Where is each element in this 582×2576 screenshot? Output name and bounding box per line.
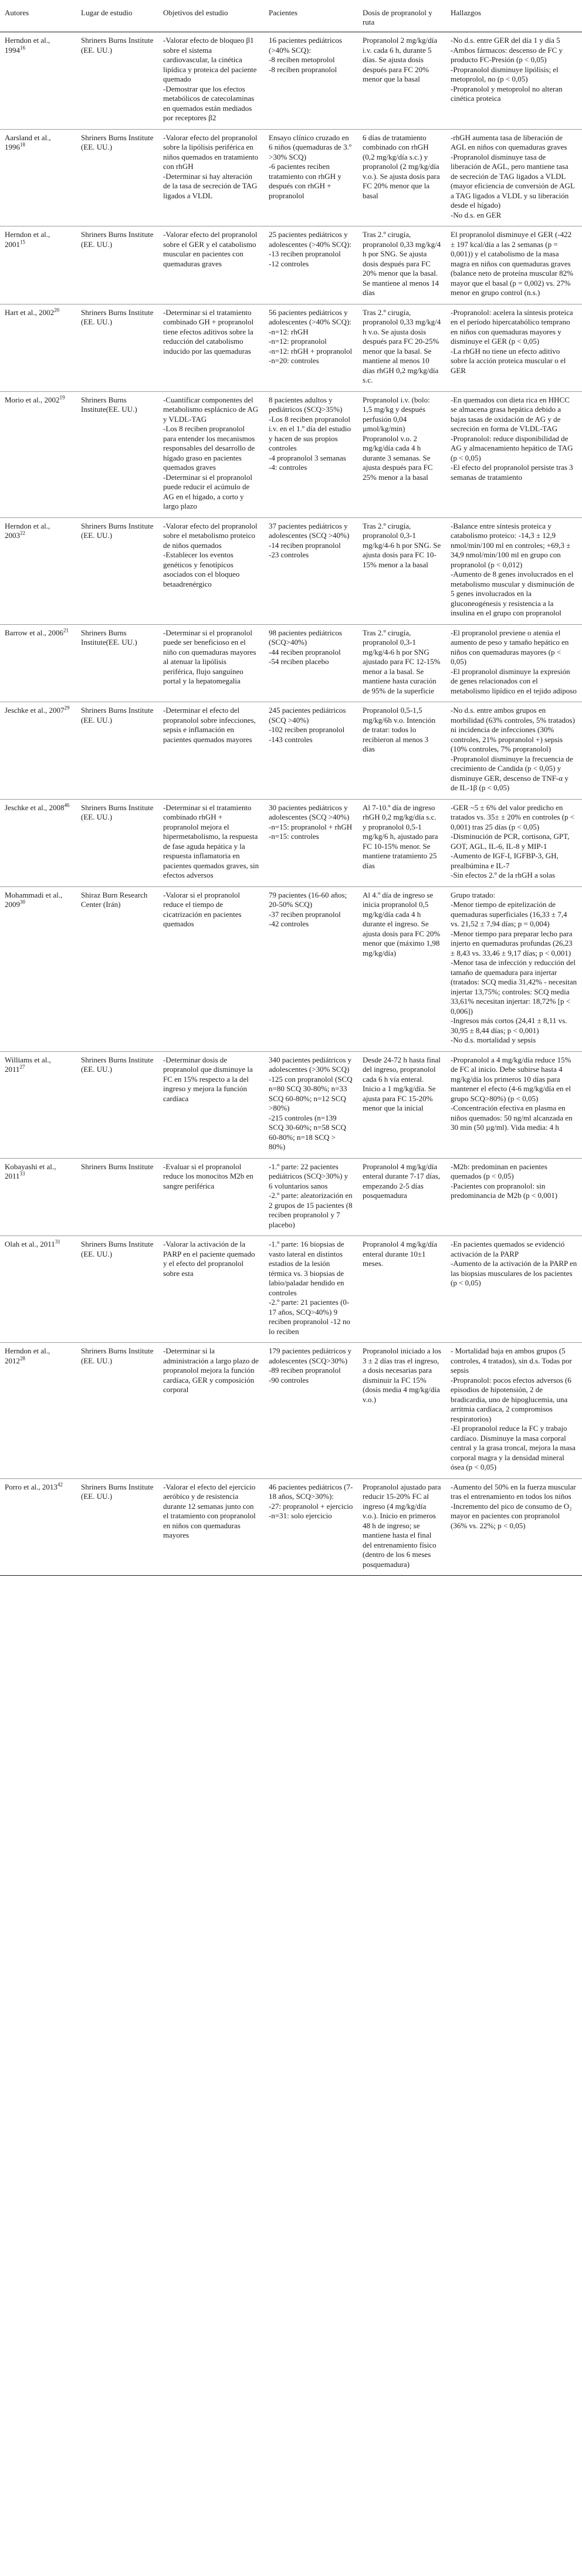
author-text: Williams et al., 2011 — [5, 1055, 51, 1074]
finding-line: - Mortalidad baja en ambos grupos (5 controles, 4 tratados), sin d.s. Todas por sepsis — [451, 1346, 572, 1375]
cell-objectives — [158, 391, 264, 517]
cell-dose-route — [358, 391, 446, 517]
header-patients: Pacientes — [264, 6, 358, 32]
finding-line: Grupo tratado: — [451, 890, 496, 899]
author-ref: 46 — [64, 802, 70, 808]
cell-objectives — [158, 129, 264, 226]
cell-findings — [446, 1158, 582, 1236]
cell-findings — [446, 799, 582, 886]
author-text: Aarsland et al., 1996 — [5, 133, 51, 151]
patients-line: -2.º parte: 21 pacientes (0-17 años, SCQ>40%) 9 reciben propranolol -12 no lo reciben — [269, 1298, 350, 1336]
cell-patients — [264, 1158, 358, 1236]
finding-line: -El propranolol disminuye la expresión de genes relacionados con el metabolismo lipídico en el tejido adiposo — [451, 666, 577, 695]
dose-line: Tras 2.º cirugía, propranolol 0,3-1 mg/kg/4-6 h por SNG ajustado para FC 12-15% menor a la basal. Se mantiene hasta curación de 95% de la superficie — [363, 628, 441, 695]
cell-patients — [264, 799, 358, 886]
finding-line: -Propranolol disminuye lipólisis; el metoprolol, no (p < 0,05) — [451, 65, 559, 83]
finding-line: -Propranolol: pocos efectos adversos (6 episodios de hipotensión, 2 de bradicardia, uno de hipoglucemia, una arritmia cardíaca, 2 compromisos respiratorios) — [451, 1375, 571, 1423]
author-text: Herndon et al., 2003 — [5, 521, 50, 540]
patients-line: -4: controles — [269, 463, 307, 472]
finding-line: -No d.s. mortalidad y sepsis — [451, 1035, 536, 1044]
cell-author — [0, 129, 76, 226]
patients-line: -1.º parte: 16 biopsias de vasto lateral en distintos estadios de la lesión térmica vs. 3 biopsias de labio/paladar hendido en controles — [269, 1240, 344, 1297]
cell-study-place: Shriners Burns Institute (EE. UU.) — [81, 706, 154, 725]
cell-findings — [446, 517, 582, 624]
cell-dose-route — [358, 1343, 446, 1479]
author-text: Jeschke et al., 2007 — [5, 706, 65, 715]
cell-objectives — [158, 799, 264, 886]
dose-line: Al 4.º día de ingreso se inicia propranolol 0,5 mg/kg/día cada 4 h durante el ingreso. Se ajusta dosis para FC 20% menor que (máximo 1,98 mg/kg/día) — [363, 890, 441, 957]
table-header-row — [0, 6, 582, 32]
objective-line: -Evaluar si el propranolol reduce los monocitos M2b en sangre periférica — [163, 1162, 253, 1190]
cell-study-place: Shriners Burns Institute(EE. UU.) — [81, 628, 137, 646]
header-dose-route: Dosis de propranolol y ruta — [358, 6, 446, 32]
finding-line: -El propranolol previene o atenúa el aumento de peso y tamaño hepático en niños con quemaduras mayores (p < 0,05) — [451, 628, 569, 666]
cell-findings — [446, 226, 582, 304]
cell-dose-route — [358, 1478, 446, 1576]
patients-line: -13 reciben propranolol — [269, 249, 341, 258]
cell-patients — [264, 1478, 358, 1576]
finding-line: -GER ~5 ± 6% del valor predicho en tratados vs. 35± ± 20% en controles (p < 0,001) tras 25 días (p < 0,05) — [451, 803, 575, 831]
cell-objectives — [158, 226, 264, 304]
finding-line: -Aumento de IGF-I, IGFBP-3, GH, prealbúmina e IL-7 — [451, 851, 559, 870]
patients-line: -8 reciben metoprolol — [269, 55, 335, 64]
author-ref: 19 — [59, 394, 65, 401]
header-findings: Hallazgos — [446, 6, 582, 32]
cell-study-place: Shriners Burns Institute (EE. UU.) — [81, 803, 154, 821]
cell-findings — [446, 886, 582, 1051]
cell-objectives — [158, 1236, 264, 1343]
patients-line: -54 reciben placebo — [269, 657, 329, 666]
finding-line: -Propranolol disminuye la frecuencia de crecimiento de Candida (p < 0,05) y disminuye GER, descenso de TNF-α y de IL-1β (p < 0,05) — [451, 754, 573, 792]
finding-line: -rhGH aumenta tasa de liberación de AGL en niños con quemaduras graves — [451, 133, 567, 151]
dose-line: Tras 2.º cirugía, propranolol 0,3-1 mg/kg/4-6 h por SNG. Se ajusta dosis para FC 10-15% menor a la basal — [363, 521, 441, 569]
cell-patients — [264, 304, 358, 391]
author-ref: 21 — [63, 627, 69, 634]
cell-dose-route — [358, 226, 446, 304]
patients-line: 56 pacientes pediátricos y adolescentes (>40% SCQ): — [269, 307, 351, 326]
patients-line: -n=12: rhGH — [269, 327, 309, 336]
patients-line: -12 controles — [269, 259, 309, 268]
table-row — [0, 304, 582, 391]
table-row — [0, 391, 582, 517]
patients-line: -n=31: solo ejercicio — [269, 1511, 332, 1520]
finding-line: -Propranolol: reduce disponibilidad de AG y almacenamiento hepático de TAG (p < 0,05) — [451, 434, 573, 462]
objective-line: -Valorar efecto de bloqueo β1 sobre el sistema cardiovascular, la cinética lipídica y proteica del paciente quemado — [163, 36, 257, 83]
finding-line: -Pacientes con propranolol: sin predominancia de M2b (p < 0,001) — [451, 1181, 558, 1200]
dose-line: Propranolol iniciado a los 3 ± 2 días tras el ingreso, a dosis necesarias para disminuir la FC 15% (dosis media 4 mg/kg/día v.o.) — [363, 1346, 441, 1404]
patients-line: -102 reciben propranolol — [269, 725, 345, 734]
patients-line: 179 pacientes pediátricos y adolescentes (SCQ>30%) — [269, 1346, 352, 1365]
cell-author — [0, 1051, 76, 1158]
objective-line: -Determinar dosis de propranolol que disminuye la FC en 15% respecto a la del ingreso y mejora la función cardíaca — [163, 1055, 253, 1103]
dose-line: Propranolol 0,5-1,5 mg/kg/6h v.o. Intención de tratar: todos lo recibieron al menos 3 días — [363, 706, 436, 753]
author-text: Kobayashi et al., 2011 — [5, 1162, 56, 1180]
patients-line: 79 pacientes (16-60 años; 20-50% SCQ) — [269, 890, 347, 909]
objective-line: -Valorar efecto del propranolol sobre el metabolismo proteico de niños quemados — [163, 521, 258, 550]
table-row — [0, 702, 582, 800]
finding-line: -En pacientes quemados se evidenció activación de la PARP — [451, 1240, 565, 1258]
cell-patients — [264, 391, 358, 517]
patients-line: -n=15: propranolol + rhGH — [269, 822, 353, 831]
table-row — [0, 1236, 582, 1343]
cell-dose-route — [358, 129, 446, 226]
author-ref: 30 — [20, 899, 25, 905]
table-row — [0, 1158, 582, 1236]
cell-author — [0, 1158, 76, 1236]
dose-line: Propranolol 4 mg/kg/día enteral durante 10±1 meses. — [363, 1240, 438, 1268]
patients-line: -23 controles — [269, 550, 309, 559]
patients-line: -143 controles — [269, 734, 313, 744]
cell-patients — [264, 1236, 358, 1343]
objective-line: -Determinar el efecto del propranolol sobre infecciones, sepsis e inflamación en pacientes quemados mayores — [163, 706, 256, 744]
cell-author — [0, 1343, 76, 1479]
author-ref: 33 — [19, 1170, 25, 1177]
cell-author — [0, 886, 76, 1051]
finding-line: -M2b: predominan en pacientes quemados (p < 0,05) — [451, 1162, 547, 1180]
cell-patients — [264, 1051, 358, 1158]
finding-line: -La rhGH no tiene un efecto aditivo sobre la acción proteica muscular o el GER — [451, 346, 566, 375]
cell-author — [0, 1236, 76, 1343]
objective-line: -Establecer los eventos genéticos y fenotípicos asociados con el bloqueo betaadrenérgico — [163, 550, 240, 588]
cell-study-place: Shriners Burns Institute (EE. UU.) — [81, 1240, 154, 1258]
author-text: Morio et al., 2002 — [5, 395, 60, 404]
finding-line: -Ingresos más cortos (24,41 ± 8,11 vs. 30,95 ± 8,44 días; p < 0,001) — [451, 1016, 567, 1035]
cell-patients — [264, 517, 358, 624]
author-text: Hart et al., 2002 — [5, 307, 55, 317]
objective-line: -Determinar si hay alteración de la tasa de secreción de TAG ligados a VLDL — [163, 171, 258, 200]
objective-line: -Determinar si el tratamiento combinado GH + propranolol tiene efectos aditivos sobre la reducción del catabolismo inducido por las quemaduras — [163, 307, 254, 356]
cell-dose-route — [358, 32, 446, 130]
header-authors: Autores — [0, 6, 76, 32]
objective-line: -Demostrar que los efectos metabólicos de catecolaminas en quemados están mediados por receptores β2 — [163, 84, 255, 122]
patients-line: -1.º parte: 22 pacientes pediátricos (SCQ>30%) y 6 voluntarios sanos — [269, 1162, 348, 1190]
finding-line: -Aumento de 8 genes involucrados en el metabolismo muscular y disminución de 5 genes involucrados en la gluconeogénesis y resistencia a la insulina en el grupo con propranolol — [451, 570, 574, 617]
cell-dose-route — [358, 304, 446, 391]
patients-line: -90 controles — [269, 1375, 309, 1385]
cell-study-place: Shriners Burns Institute (EE. UU.) — [81, 1346, 154, 1365]
cell-patients — [264, 32, 358, 130]
cell-author — [0, 32, 76, 130]
cell-findings — [446, 304, 582, 391]
patients-line: -89 reciben propranolol — [269, 1366, 341, 1375]
cell-findings — [446, 1051, 582, 1158]
objective-line: -Determinar si el propranolol puede reducir el acúmulo de AG en el hígado, a corto y largo plazo — [163, 472, 252, 510]
cell-dose-route — [358, 1236, 446, 1343]
patients-line: -37 reciben propranolol — [269, 909, 341, 919]
patients-line: -8 reciben propranolol — [269, 65, 337, 74]
cell-study-place: Shriners Burns Institute — [81, 1162, 154, 1171]
patients-line: -14 reciben propranolol — [269, 540, 341, 550]
patients-line: -Los 8 reciben propranolol i.v. en el 1.º día del estudio y hacen de sus propios controles — [269, 414, 351, 452]
author-ref: 15 — [20, 239, 25, 245]
cell-author — [0, 226, 76, 304]
cell-findings — [446, 1478, 582, 1576]
table-row — [0, 1051, 582, 1158]
cell-objectives — [158, 1158, 264, 1236]
objective-line: -Valorar el efecto del ejercicio aeróbico y de resistencia durante 12 semanas junto con el tratamiento con propranolol en niños con quemaduras mayores — [163, 1482, 256, 1539]
finding-line: -Disminución de PCR, cortisona, GPT, GOT, AGL, IL-6, IL-8 y MIP-1 — [451, 832, 570, 851]
cell-author — [0, 1478, 76, 1576]
finding-line: -Aumento de la activación de la PARP en las biopsias musculares de los pacientes (p < 0,05) — [451, 1259, 577, 1287]
cell-study-place: Shriners Burns Institute (EE. UU.) — [81, 307, 154, 326]
author-text: Porro et al., 2013 — [5, 1482, 57, 1491]
cell-patients — [264, 1343, 358, 1479]
cell-findings — [446, 624, 582, 702]
patients-line: -27: propranolol + ejercicio — [269, 1501, 353, 1511]
table-row — [0, 886, 582, 1051]
cell-objectives — [158, 886, 264, 1051]
objective-line: -Valorar efecto del propranolol sobre el GER y el catabolismo muscular en pacientes con quemaduras graves — [163, 230, 258, 268]
author-ref: 22 — [20, 530, 25, 536]
author-text: Herndon et al., 2001 — [5, 230, 50, 249]
dose-line: Propranolol 2 mg/kg/día i.v. cada 6 h, durante 5 días. Se ajusta dosis después para FC 20% menor que la basal — [363, 36, 438, 83]
cell-study-place: Shriners Burns Institute(EE. UU.) — [81, 395, 137, 414]
cell-patients — [264, 702, 358, 800]
objective-line: -Valorar la activación de la PARP en el paciente quemado y el efecto del propranolol sobre esta — [163, 1240, 255, 1278]
cell-study-place: Shiraz Burn Research Center (Irán) — [81, 890, 148, 909]
patients-line: -6 pacientes reciben tratamiento con rhGH y después con rhGH + propranolol — [269, 162, 341, 200]
finding-line: -Balance entre síntesis proteica y catabolismo proteico: -14,3 ± 12,9 nmol/min/100 ml en controles; +69,3 ± 34,9 nmol/min/100 ml en grupo con propranolol (p < 0,012) — [451, 521, 571, 569]
finding-line: -El propranolol reduce la FC y trabajo cardíaco. Disminuye la masa corporal central y la grasa troncal, mejora la masa corporal magra y la densidad mineral ósea (p < 0,05) — [451, 1424, 576, 1471]
patients-line: -2.º parte: aleatorización en 2 grupos de 15 pacientes (8 reciben propranolol y 7 placebo) — [269, 1191, 353, 1229]
finding-line: -Propranolol y metoprolol no alteran cinética proteica — [451, 84, 563, 103]
table-row — [0, 624, 582, 702]
table-row — [0, 129, 582, 226]
table-body — [0, 32, 582, 1576]
cell-dose-route — [358, 624, 446, 702]
cell-objectives — [158, 1478, 264, 1576]
author-ref: 20 — [54, 307, 60, 313]
dose-line: Tras 2.º cirugía, propranolol 0,33 mg/kg/4 h v.o. Se ajusta dosis después para FC 20-25% menor que la basal. Se mantiene al menos 10 días rhGH 0,2 mg/kg/día s.c. — [363, 307, 441, 384]
cell-dose-route — [358, 799, 446, 886]
finding-line: -Propranolol: acelera la síntesis proteica en el período hipercatabólico temprano en niños con quemaduras mayores y disminuye el GER (p < 0,05) — [451, 307, 573, 346]
cell-dose-route — [358, 886, 446, 1051]
header-study-place: Lugar de estudio — [76, 6, 158, 32]
cell-study-place: Shriners Burns Institute (EE. UU.) — [81, 230, 154, 249]
finding-line: -Propranolol a 4 mg/kg/día reduce 15% de FC al inicio. Debe subirse hasta 4 mg/kg/día los primeros 10 días para mantener el efecto (4-6 mg/kg/día en el grupo SCQ>80%) (p < 0,05) — [451, 1055, 571, 1103]
finding-line: -Propranolol disminuye tasa de liberación de AGL, pero mantiene tasa de secreción de TAG ligados a VLDL (mayor eficiencia de conversión de AGL a TAG ligados a VLDL y su liberación desde el hígado) — [451, 152, 575, 209]
cell-author — [0, 624, 76, 702]
patients-line: 16 pacientes pediátricos (>40% SCQ): — [269, 36, 342, 55]
cell-findings — [446, 1236, 582, 1343]
cell-objectives — [158, 702, 264, 800]
patients-line: -n=12: propranolol — [269, 337, 327, 346]
objective-line: -Determinar si el tratamiento combinado rhGH + propranolol mejora el hipermetabolismo, la respuesta de fase aguda hepática y la respuesta inflamatoria en pacientes quemados graves, sin efectos adversos — [163, 803, 259, 879]
patients-line: 98 pacientes pediátricos (SCQ>40%) — [269, 628, 342, 646]
finding-line: El propranolol disminuye el GER (-422 ± 197 kcal/día a las 2 semanas (p = 0,001)) y el catabolismo de la masa magra en niños con quemaduras graves (balance neto de proteína muscular 82% mayor que el basal (p = 0,002) vs. 27% menor en grupo control (n.s.) — [451, 230, 573, 297]
cell-dose-route — [358, 1051, 446, 1158]
studies-table — [0, 6, 582, 1576]
objective-line: -Cuantificar componentes del metabolismo esplácnico de AG y VLDL-TAG — [163, 395, 259, 424]
author-text: Jeschke et al., 2008 — [5, 803, 65, 812]
cell-author — [0, 517, 76, 624]
table-row — [0, 1343, 582, 1479]
dose-line: 6 días de tratamiento combinado con rhGH (0,2 mg/kg/día s.c.) y propranolol (2 mg/kg/día v.o.). Se ajusta dosis para FC 20% menor que la basal — [363, 133, 440, 200]
cell-author — [0, 304, 76, 391]
table-row — [0, 799, 582, 886]
author-ref: 16 — [20, 45, 25, 51]
objective-line: -Los 8 reciben propranolol para entender los mecanismos responsables del desarrollo de hígado graso en pacientes quemados graves — [163, 424, 255, 472]
finding-line: -Ambos fármacos: descenso de FC y producto FC-Presión (p < 0,05) — [451, 45, 563, 64]
cell-findings — [446, 32, 582, 130]
dose-line: Propranolol i.v. (bolo: 1,5 mg/kg y después perfusión 0,04 µmol/kg/min) Propranolol v.o. 2 mg/kg/día cada 4 h durante 3 semanas. Se ajusta después para FC 25% menor a la basal — [363, 395, 433, 482]
cell-author — [0, 799, 76, 886]
author-ref: 27 — [19, 1064, 25, 1070]
cell-objectives — [158, 304, 264, 391]
patients-line: 245 pacientes pediátricos (SCQ >40%) — [269, 706, 346, 725]
patients-line: 46 pacientes pediátricos (7-18 años, SCQ>30%): — [269, 1482, 353, 1501]
finding-line: -Sin efectos 2.º de la rhGH a solas — [451, 871, 556, 879]
dose-line: Propranolol ajustado para reducir 15-20% FC al ingreso (4 mg/kg/día v.o.). Inicio en primeros 48 h de ingreso; se mantiene hasta el final del entrenamiento físico (dentro de los 6 meses posquemadura) — [363, 1482, 441, 1569]
patients-line: -44 reciben propranolol — [269, 647, 341, 656]
objective-line: -Determinar si el propranolol puede ser beneficioso en el niño con quemaduras mayores al atenuar la lipólisis periférica, flujo sanguíneo portal y la hepatomegalia — [163, 628, 256, 685]
finding-line: -No d.s. en GER — [451, 210, 502, 219]
cell-patients — [264, 886, 358, 1051]
author-text: Mohammadi et al., 2009 — [5, 890, 63, 909]
patients-line: 25 pacientes pediátricos y adolescentes (>40% SCQ): — [269, 230, 351, 249]
patients-line: 30 pacientes pediátricos y adolescentes (SCQ >40%) — [269, 803, 350, 821]
cell-findings — [446, 1343, 582, 1479]
objective-line: -Valorar si el propranolol reduce el tiempo de cicatrización en pacientes quemados — [163, 890, 242, 928]
cell-objectives — [158, 1051, 264, 1158]
table-row — [0, 1478, 582, 1576]
cell-study-place: Shriners Burns Institute (EE. UU.) — [81, 133, 154, 151]
author-text: Herndon et al., 2012 — [5, 1346, 50, 1365]
author-ref: 28 — [20, 1355, 25, 1362]
author-text: Herndon et al., 1994 — [5, 36, 50, 55]
dose-line: Propranolol 4 mg/kg/día enteral durante 7-17 días, empezando 2-5 días posquemadura — [363, 1162, 441, 1200]
objective-line: -Valorar efecto del propranolol sobre la lipólisis periférica en niños quemados en tratamiento con rhGH — [163, 133, 259, 171]
author-ref: 29 — [64, 705, 70, 711]
cell-findings — [446, 702, 582, 800]
finding-line: -En quemados con dieta rica en HHCC se almacena grasa hepática debido a bajas tasas de oxidación de AG y de secreción en forma de VLDL-TAG — [451, 395, 570, 433]
author-ref: 42 — [57, 1481, 63, 1488]
dose-line: Al 7-10.º día de ingreso rhGH 0,2 mg/kg/día s.c. y propranolol 0,5-1 mg/kg/6 h, ajustado para FC 10-15% menor. Se mantiene tratamiento 25 días — [363, 803, 438, 870]
patients-line: -215 controles (n=139 SCQ 30-60%; n=58 SCQ 60-80%; n=18 SCQ > 80%) — [269, 1113, 346, 1151]
cell-study-place: Shriners Burns Institute (EE. UU.) — [81, 1482, 154, 1501]
cell-patients — [264, 226, 358, 304]
cell-author — [0, 391, 76, 517]
finding-line: -Incremento del pico de consumo de O₂ mayor en pacientes con propranolol (36% vs. 22%; p < 0,05) — [451, 1501, 572, 1530]
dose-line: Tras 2.º cirugía, propranolol 0,33 mg/kg/4 h por SNG. Se ajusta dosis después para FC 20% menor que la basal. Se mantiene al menos 14 días — [363, 230, 441, 297]
patients-line: -n=15: controles — [269, 832, 319, 841]
finding-line: -Aumento del 50% en la fuerza muscular tras el entrenamiento en todos los niños — [451, 1482, 576, 1501]
patients-line: -4 propranolol 3 semanas — [269, 453, 346, 462]
cell-study-place: Shriners Burns Institute (EE. UU.) — [81, 36, 154, 55]
patients-line: 340 pacientes pediátricos y adolescentes (>30% SCQ) — [269, 1055, 352, 1074]
author-text: Barrow et al., 2006 — [5, 628, 64, 637]
patients-line: -125 con propranolol (SCQ n=80 SCQ 30-80%; n=33 SCQ 60-80%; n=12 SCQ >80%) — [269, 1074, 353, 1112]
cell-objectives — [158, 517, 264, 624]
cell-author — [0, 702, 76, 800]
cell-objectives — [158, 32, 264, 130]
author-ref: 18 — [20, 141, 25, 148]
cell-patients — [264, 624, 358, 702]
cell-dose-route — [358, 1158, 446, 1236]
cell-study-place: Shriners Burns Institute (EE. UU.) — [81, 521, 154, 540]
finding-line: -No d.s. entre GER del día 1 y día 5 — [451, 36, 560, 45]
dose-line: Desde 24-72 h hasta final del ingreso, propranolol cada 6 h vía enteral. Inicio a 1 mg/kg/día. Se ajusta para FC 15-20% menor que la inicial — [363, 1055, 441, 1112]
patients-line: 8 pacientes adultos y pediátricos (SCQ>35%) — [269, 395, 343, 414]
finding-line: -Menor tiempo de epitelización de quemaduras superficiales (16,33 ± 7,4 vs. 21,52 ± 7,94 días; p = 0,004) — [451, 900, 567, 928]
finding-line: -El efecto del propranolol persiste tras 3 semanas de tratamiento — [451, 463, 573, 482]
patients-line: -n=20: controles — [269, 356, 319, 365]
cell-findings — [446, 129, 582, 226]
objective-line: -Determinar si la administración a largo plazo de propranolol mejora la función cardíaca, GER y composición corporal — [163, 1346, 259, 1394]
cell-patients — [264, 129, 358, 226]
table-row — [0, 226, 582, 304]
finding-line: -Menor tiempo para preparar lecho para injerto en quemaduras profundas (26,23 ± 8,43 vs. 33,46 ± 9,17 días; p < 0,001) — [451, 929, 573, 957]
finding-line: -No d.s. entre ambos grupos en morbilidad (63% controles, 5% tratados) ni incidencia de infecciones (30% controles, 21% propranolol +) sepsis (10% controles, 7% propranolol) — [451, 706, 575, 753]
author-ref: 31 — [55, 1238, 60, 1245]
cell-dose-route — [358, 517, 446, 624]
table-row — [0, 517, 582, 624]
patients-line: -n=12: rhGH + propranolol — [269, 346, 353, 356]
cell-study-place: Shriners Burns Institute (EE. UU.) — [81, 1055, 154, 1074]
finding-line: -Concentración efectiva en plasma en niños quemados: 50 ng/ml alcanzada en 30 min (50 µg/ml). Vida media: 4 h — [451, 1103, 573, 1132]
table-row — [0, 32, 582, 130]
cell-dose-route — [358, 702, 446, 800]
cell-objectives — [158, 1343, 264, 1479]
cell-objectives — [158, 624, 264, 702]
patients-line: -42 controles — [269, 919, 309, 928]
author-text: Olah et al., 2011 — [5, 1240, 55, 1248]
cell-findings — [446, 391, 582, 517]
patients-line: 37 pacientes pediátricos y adolescentes (SCQ >40%) — [269, 521, 350, 540]
header-objectives: Objetivos del estudio — [158, 6, 264, 32]
finding-line: -Menor tasa de infección y reducción del tamaño de quemadura para injertar (tratados: SCQ media 31,42% - necesitan injertar 13,75%; controles: SCQ media 33,61% necesitan injertar: 18,72% [p < 0,006]) — [451, 958, 577, 1015]
patients-line: Ensayo clínico cruzado en 6 niños (quemaduras de 3.º >30% SCQ) — [269, 133, 351, 161]
